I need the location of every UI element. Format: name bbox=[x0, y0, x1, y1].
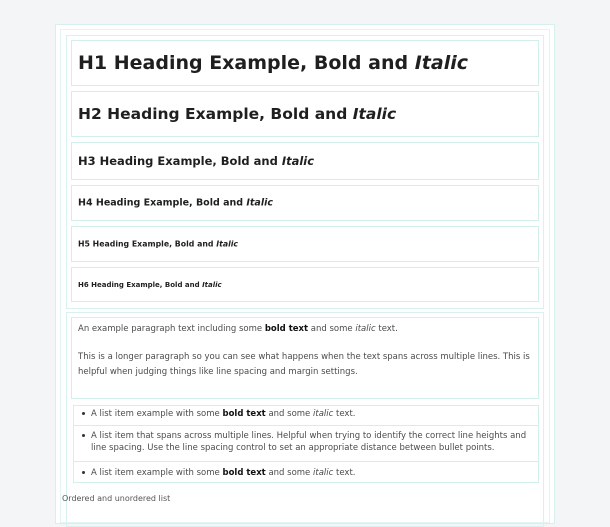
unordered-list[interactable] bbox=[73, 405, 539, 483]
h4-heading: H4 Heading Example, Bold and Italic bbox=[78, 197, 273, 209]
bullet-icon bbox=[82, 471, 85, 474]
preview-canvas bbox=[55, 24, 555, 524]
content-container bbox=[60, 29, 550, 523]
list-item: A list item example with some bold text and some italic text. bbox=[74, 462, 538, 484]
bullet-icon bbox=[82, 412, 85, 415]
h3-block[interactable] bbox=[71, 142, 539, 180]
list-item: A list item example with some bold text and some italic text. bbox=[74, 406, 538, 426]
h6-block[interactable] bbox=[71, 267, 539, 302]
h2-block[interactable] bbox=[71, 91, 539, 137]
bullet-icon bbox=[82, 434, 85, 437]
headings-section bbox=[66, 35, 544, 309]
paragraph-2: This is a longer paragraph so you can see what happens when the text spans across multiple lines. This is helpful when judging things like line spacing and margin settings. bbox=[78, 352, 530, 377]
paragraph-1: An example paragraph text including some bold text and some italic text. bbox=[78, 324, 398, 334]
paragraph-block[interactable] bbox=[71, 317, 539, 399]
h2-heading: H2 Heading Example, Bold and Italic bbox=[78, 105, 397, 123]
list-item: A list item that spans across multiple lines. Helpful when trying to identify the correct line heights and line spacing. Use the line spacing control to set an appropriate distance between bullet points. bbox=[74, 426, 538, 462]
list-label: Ordered and unordered list bbox=[62, 494, 171, 503]
h1-heading: H1 Heading Example, Bold and Italic bbox=[78, 52, 468, 74]
h5-block[interactable] bbox=[71, 226, 539, 262]
h5-heading: H5 Heading Example, Bold and Italic bbox=[78, 239, 239, 249]
h3-heading: H3 Heading Example, Bold and Italic bbox=[78, 154, 315, 168]
h4-block[interactable] bbox=[71, 185, 539, 221]
h6-heading: H6 Heading Example, Bold and Italic bbox=[78, 280, 222, 289]
h1-block[interactable] bbox=[71, 40, 539, 86]
